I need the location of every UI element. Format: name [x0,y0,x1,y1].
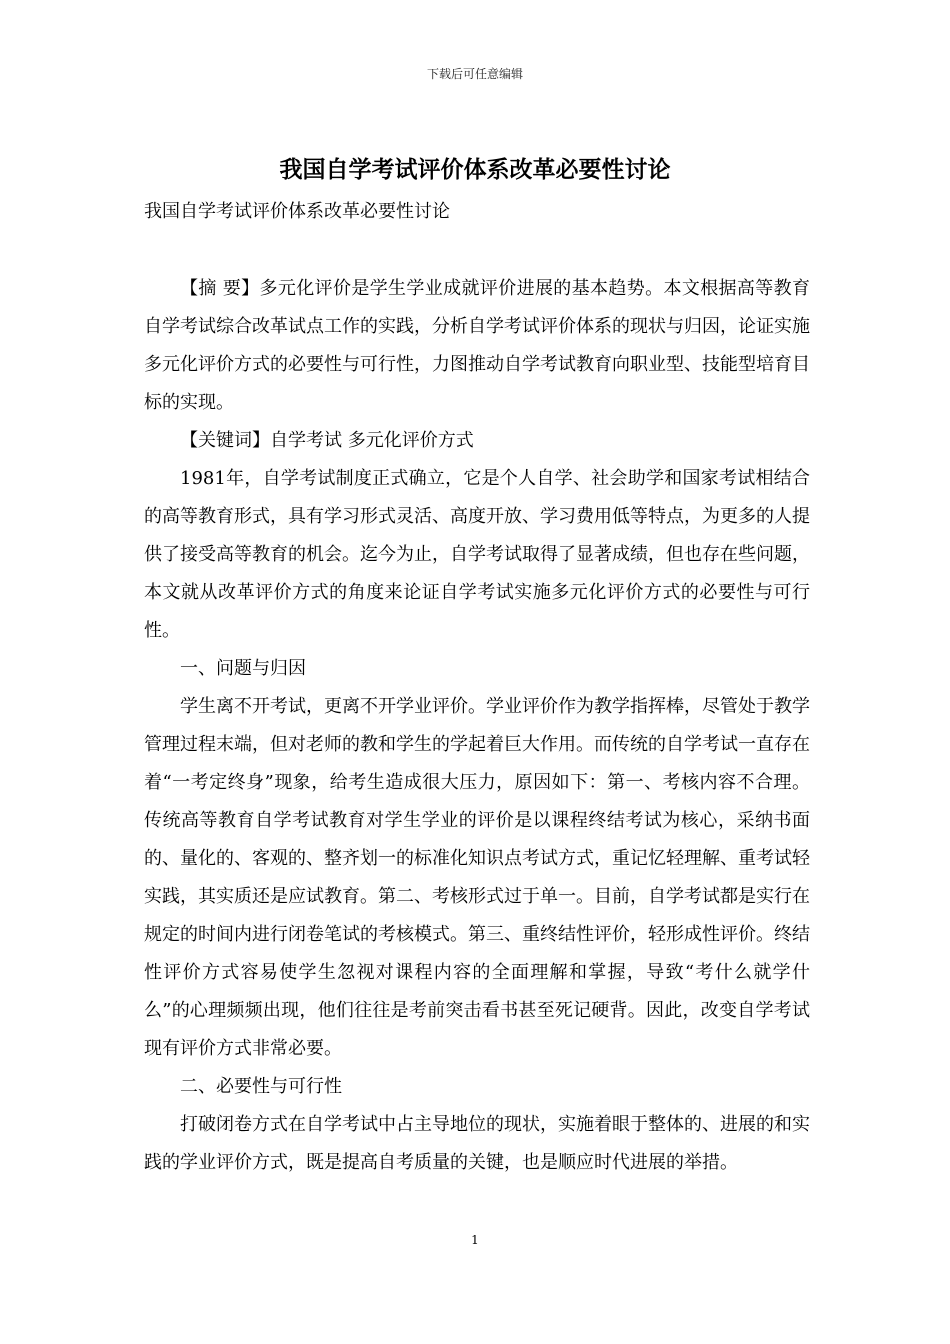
section-heading-1: 一、问题与归因 [180,658,306,679]
page-number: 1 [471,1233,479,1247]
header-note: 下载后可任意编辑 [426,67,523,81]
section-heading-2: 二、必要性与可行性 [180,1076,342,1097]
section-2-paragraph: 打破闭卷方式在自学考试中占主导地位的现状，实施着眼于整体的、进展的和实践的学业评价方式，既是提高自考质量的关键，也是顺应时代进展的举措。 [144,1114,810,1173]
document-subtitle: 我国自学考试评价体系改革必要性讨论 [144,201,450,222]
document-body [144,270,810,1182]
abstract-paragraph: 【摘 要】多元化评价是学生学业成就评价进展的基本趋势。本文根据高等教育自学考试综合改革试点工作的实践，分析自学考试评价体系的现状与归因，论证实施多元化评价方式的必要性与可行性，力图推动自学考试教育向职业型、技能型培育目标的实现。 [144,278,810,413]
document-title: 我国自学考试评价体系改革必要性讨论 [279,156,671,183]
section-1-paragraph: 学生离不开考试，更离不开学业评价。学业评价作为教学指挥棒，尽管处于教学管理过程末端，但对老师的教和学生的学起着巨大作用。而传统的自学考试一直存在着“一考定终身”现象，给考生造成很大压力，原因如下：第一、考核内容不合理。传统高等教育自学考试教育对学生学业的评价是以课程终结考试为核心，采纳书面的、量化的、客观的、整齐划一的标准化知识点考试方式，重记忆轻理解、重考试轻实践，其实质还是应试教育。第二、考核形式过于单一。目前，自学考试都是实行在规定的时间内进行闭卷笔试的考核模式。第三、重终结性评价，轻形成性评价。终结性评价方式容易使学生忽视对课程内容的全面理解和掌握，导致“考什么就学什么”的心理频频出现，他们往往是考前突击看书甚至死记硬背。因此，改变自学考试现有评价方式非常必要。 [144,696,810,1059]
keywords-paragraph: 【关键词】自学考试 多元化评价方式 [180,430,474,451]
intro-paragraph: 1981年，自学考试制度正式确立，它是个人自学、社会助学和国家考试相结合的高等教育形式，具有学习形式灵活、高度开放、学习费用低等特点，为更多的人提供了接受高等教育的机会。迄今为止，自学考试取得了显著成绩，但也存在些问题，本文就从改革评价方式的角度来论证自学考试实施多元化评价方式的必要性与可行性。 [144,468,810,641]
